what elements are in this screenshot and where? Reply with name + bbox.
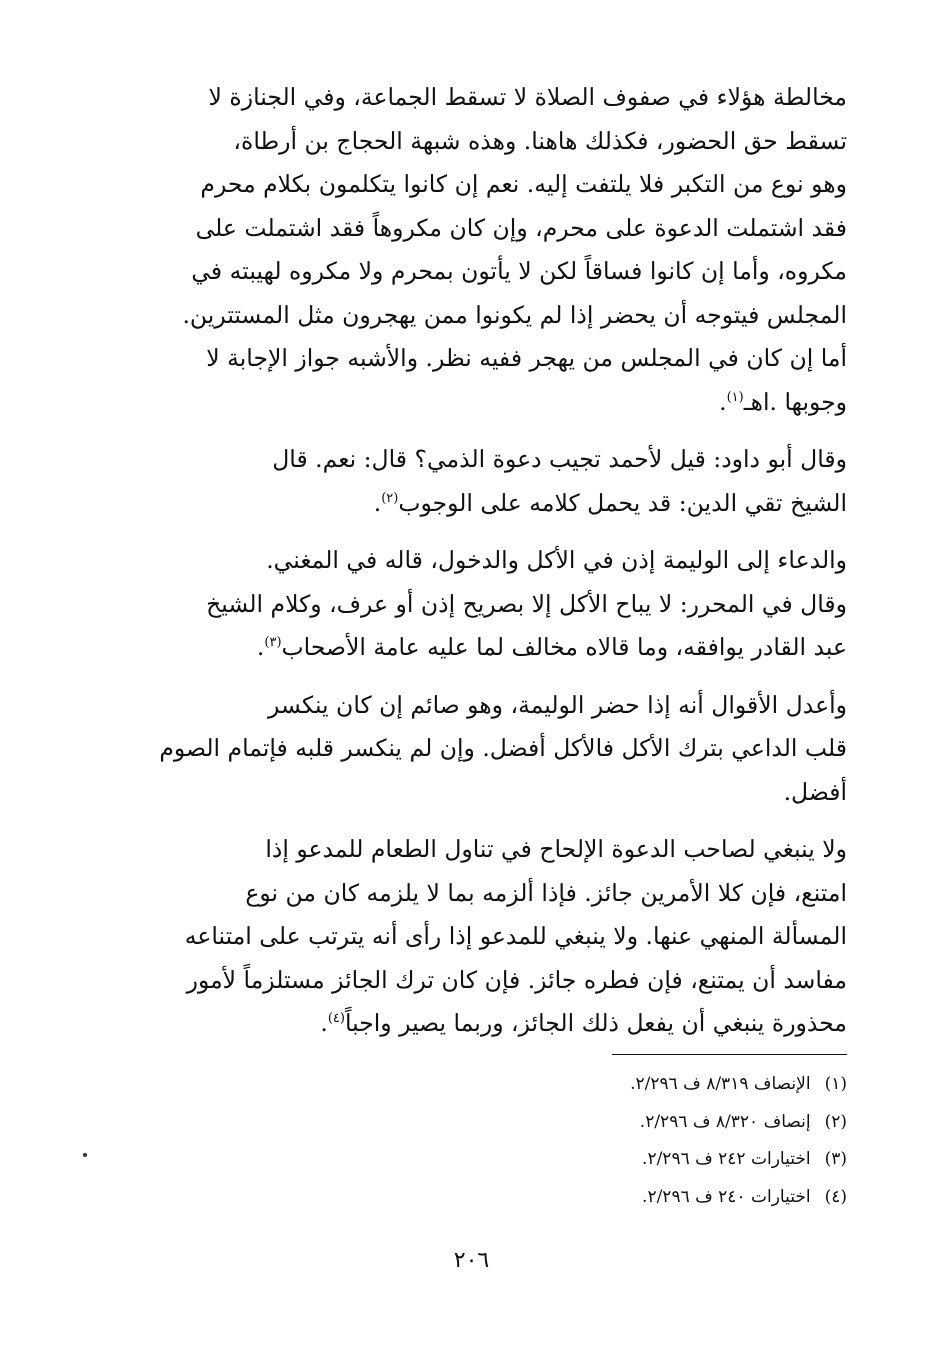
text-line: وقال في المحرر: لا يباح الأكل إلا بصريح إذن أو عرف، وكلام الشيخ: [206, 589, 847, 618]
text-line: مخالطة هؤلاء في صفوف الصلاة لا تسقط الجماعة، وفي الجنازة لا: [208, 83, 847, 111]
footnote-4: [347, 1179, 847, 1217]
footnote-ref: (٤): [327, 1011, 345, 1027]
line-end: .: [256, 633, 265, 661]
paragraph-5: [105, 828, 847, 1046]
scan-speck: [83, 1153, 87, 1157]
footnote-1: [347, 1066, 847, 1104]
text-line-last: [105, 482, 847, 526]
footnote-number: (٣): [824, 1149, 847, 1169]
main-text: [105, 76, 847, 1046]
footnote-3: [347, 1141, 847, 1179]
footnote-number: (٢): [824, 1111, 847, 1132]
footnote-ref: (٣): [264, 635, 282, 651]
text-line: وأعدل الأقوال أنه إذا حضر الوليمة، وهو صائم إن كان ينكسر: [268, 690, 847, 719]
line-end: .: [373, 488, 382, 517]
line-end: .: [320, 1009, 328, 1037]
text-line: مكروه، وأما إن كانوا فساقاً لكن لا يأتون بمحرم ولا مكروه لهيبته في: [191, 257, 847, 285]
line-text: محذورة ينبغي أن يفعل ذلك الجائز، وربما يصير واجباً: [344, 1009, 847, 1037]
text-line: وهو نوع من التكبر فلا يلتفت إليه. نعم إن كانوا يتكلمون بكلام محرم: [200, 170, 847, 198]
text-line-last: [105, 1002, 847, 1046]
text-line: فقد اشتملت الدعوة على محرم، وإن كان مكروهاً فقد اشتملت على: [195, 213, 847, 242]
footnote-ref: (١): [726, 389, 744, 405]
text-line: والدعاء إلى الوليمة إذن في الأكل والدخول، قاله في المغني.: [266, 546, 847, 574]
footnote-text: اختيارات ٢٤٢ ف ٢/٢٩٦.: [642, 1149, 811, 1169]
paragraph-1: [105, 76, 847, 424]
footnote-number: (١): [824, 1074, 847, 1094]
text-line: أما إن كان في المجلس من يهجر ففيه نظر. والأشبه جواز الإجابة لا: [206, 344, 847, 372]
paragraph-3: [105, 539, 847, 670]
footnote-ref: (٢): [381, 490, 399, 506]
footnote-text: الإنصاف ٨/٣١٩ ف ٢/٢٩٦.: [630, 1074, 811, 1094]
text-line: ولا ينبغي لصاحب الدعوة الإلحاح في تناول الطعام للمدعو إذا: [265, 835, 847, 863]
footnote-2: [347, 1104, 847, 1142]
footnotes: [347, 1066, 847, 1216]
text-line: امتنع، فإن كلا الأمرين جائز. فإذا ألزمه بما لا يلزمه كان من نوع: [245, 878, 847, 907]
text-line: المجلس فيتوجه أن يحضر إذا لم يكونوا ممن يهجرون مثل المستترين.: [182, 300, 847, 329]
footnote-text: إنصاف ٨/٣٢٠ ف ٢/٢٩٦.: [639, 1111, 811, 1132]
line-text: الشيخ تقي الدين: قد يحمل كلامه على الوجوب: [398, 488, 847, 517]
text-line: وقال أبو داود: قيل لأحمد تجيب دعوة الذمي؟ قال: نعم. قال: [272, 445, 847, 473]
paragraph-4: [105, 684, 847, 815]
text-line-last: أفضل.: [783, 777, 847, 806]
text-line: المسألة المنهي عنها. ولا ينبغي للمدعو إذا رأى أنه يترتب على امتناعه: [184, 922, 847, 950]
page-number: ٢٠٦: [453, 1248, 490, 1273]
text-line: مفاسد أن يمتنع، فإن فطره جائز. فإن كان ترك الجائز مستلزماً لأمور: [186, 965, 847, 994]
footnote-separator: [612, 1054, 847, 1055]
footnote-number: (٤): [824, 1186, 847, 1207]
paragraph-2: [105, 438, 847, 525]
text-line-last: [105, 381, 847, 425]
line-text: وجوبها .اهـ: [743, 387, 847, 416]
line-end: .: [719, 387, 727, 416]
footnote-text: اختيارات ٢٤٠ ف ٢/٢٩٦.: [642, 1186, 811, 1207]
text-line: قلب الداعي بترك الأكل فالأكل أفضل. وإن لم ينكسر قلبه فإتمام الصوم: [159, 734, 847, 762]
text-line: تسقط حق الحضور، فكذلك هاهنا. وهذه شبهة الحجاج بن أرطاة،: [233, 126, 847, 155]
text-line-last: [105, 626, 847, 670]
line-text: عبد القادر يوافقه، وما قالاه مخالف لما عليه عامة الأصحاب: [281, 633, 847, 661]
